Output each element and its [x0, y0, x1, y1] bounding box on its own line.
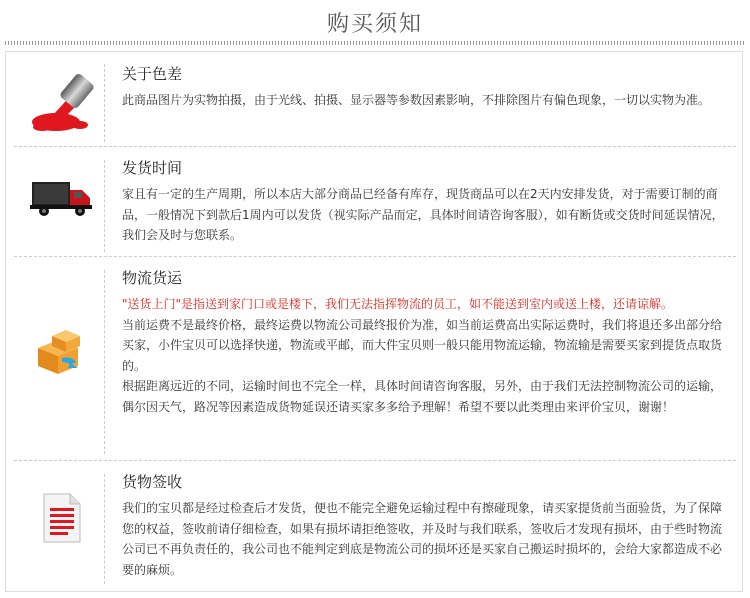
section-paragraph: 根据距离远近的不同，运输时间也不完全一样，具体时间请咨询客服，另外，由于我们无法控制物流公司的运输，偶尔因天气，路况等因素造成货物延误还请买家多多给予理解！希望不要以此类理由来评价宝贝，谢谢！: [122, 379, 723, 414]
delivery-truck-icon: [14, 178, 110, 218]
section-color-difference: [14, 62, 736, 144]
section-divider: [14, 460, 736, 461]
section-content: [122, 268, 726, 417]
section-title: 物流货运: [122, 269, 183, 287]
page-title: 购买须知: [326, 12, 423, 37]
section-logistics: [14, 266, 736, 452]
section-divider: [14, 146, 736, 147]
page-header: [0, 0, 750, 44]
section-paragraph: 家且有一定的生产周期，所以本店大部分商品已经备有库存，现货商品可以在2天内安排发货，对于需要订制的商品，一般情况下到款后1周内可以发货（视实际产品而定，具体时间请咨询客服），如有断货或交货时间延误情况，我们会及时与您联系。: [122, 187, 724, 242]
section-highlight: "送货上门"是指送到家门口或是楼下，我们无法指挥物流的员工，如不能送到室内或送上楼，还请谅解。: [122, 297, 674, 311]
column-divider: [104, 160, 105, 252]
notice-panel: [5, 51, 743, 592]
section-content: [122, 158, 726, 246]
section-paragraph: 当前运费不是最终价格，最终运费以物流公司最终报价为准，如当前运费高出实际运费时，我们将退还多出部分给买家，小件宝贝可以选择快递，物流或平邮，而大件宝贝则一般只能用物流运输，物流输是需要买家到提货点取货的。: [122, 317, 723, 373]
section-paragraph: 我们的宝贝都是经过检查后才发货，便也不能完全避免运输过程中有擦碰现象，请买家提货前当面验货，为了保障您的权益，签收前请仔细检查，如果有损坏请拒绝签收，并及时与我们联系，签收后才发现有损坏，由于些时物流公司已不再负责任的，我公司也不能判定到底是物流公司的损坏还是买家自己搬运时损坏的，会给大家都造成不必要的麻烦。: [122, 501, 723, 577]
shipping-boxes-icon: [14, 326, 110, 376]
column-divider: [104, 64, 105, 142]
document-icon: [14, 492, 110, 544]
paint-bucket-icon: [14, 70, 110, 136]
section-content: [122, 64, 726, 111]
section-receipt: [14, 470, 736, 586]
section-divider: [14, 256, 736, 257]
column-divider: [104, 270, 105, 454]
header-divider: [5, 41, 745, 45]
section-title: 关于色差: [122, 65, 183, 83]
section-content: [122, 472, 726, 580]
section-paragraph: 此商品图片为实物拍摄，由于光线、拍摄、显示器等参数因素影响，不排除图片有偏色现象，一切以实物为准。: [122, 93, 711, 107]
column-divider: [104, 474, 105, 584]
section-shipping-time: [14, 156, 736, 254]
section-title: 发货时间: [122, 159, 183, 177]
section-title: 货物签收: [122, 473, 183, 491]
